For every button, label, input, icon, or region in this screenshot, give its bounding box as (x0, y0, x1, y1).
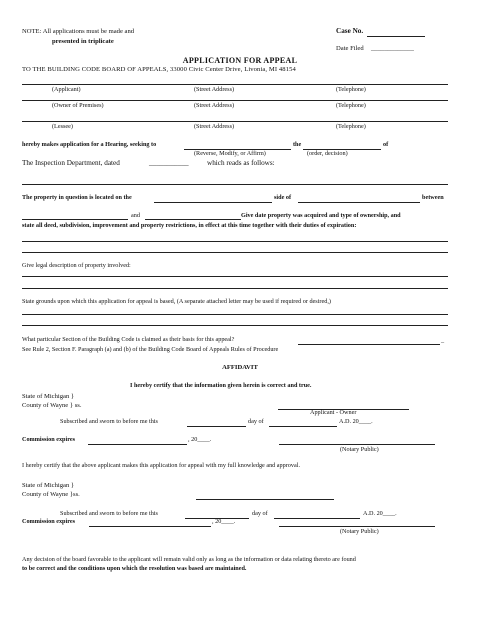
reads-line-1[interactable] (22, 184, 448, 185)
applicant-label: (Applicant) (52, 86, 81, 93)
second-notary-label: (Notary Public) (340, 528, 379, 535)
second-comm-year: , 20____. (212, 518, 236, 525)
reverse-modify-hint: (Reverse, Modify, or Affirm) (194, 150, 266, 157)
form-title: APPLICATION FOR APPEAL (182, 56, 298, 65)
side-of-text: side of (274, 194, 292, 201)
owner-certify-text: I hereby certify that the above applicant makes this application for appeal with my full knowledge and approval. (22, 462, 300, 469)
second-state: State of Michigan } (22, 482, 75, 489)
lessee-label: (Lessee) (52, 123, 73, 130)
date-filed-label: Date Filed (336, 45, 364, 52)
affidavit-certify: I hereby certify that the information given herein is correct and true. (130, 382, 312, 389)
state-all-text: state all deed, subdivision, improvement and property restrictions, in effect at this time together with their duties of expiration: (22, 222, 357, 229)
affidavit-day-of: day of (248, 418, 264, 425)
footer-line-1: Any decision of the board favorable to the applicant will remain valid only as long as the information or data relating thereto are found (22, 556, 356, 563)
reads-as-follows: which reads as follows: (207, 159, 275, 167)
note-line-2: presented in triplicate (52, 38, 114, 45)
inspection-dept-text: The Inspection Department, dated (22, 159, 120, 167)
applicant-street-label: (Street Address) (194, 86, 235, 93)
between-text: between (422, 194, 444, 201)
give-date-text: Give date property was acquired and type of ownership, and (241, 212, 401, 219)
section-end-mark: _ (441, 337, 445, 344)
affidavit-commission: Commission expires (22, 436, 75, 443)
between-field-1[interactable] (22, 219, 128, 220)
owner-label: (Owner of Premises) (52, 102, 104, 109)
applicant-line[interactable] (22, 84, 448, 85)
owner-telephone-label: (Telephone) (336, 102, 366, 109)
second-commission-field[interactable] (89, 526, 211, 527)
affidavit-notary-label: (Notary Public) (340, 446, 379, 453)
second-sworn: Subscribed and sworn to before me this (60, 510, 158, 517)
property-located-text: The property in question is located on the (22, 194, 132, 201)
affidavit-commission-field[interactable] (88, 444, 187, 445)
hearing-the: the (293, 141, 302, 148)
owner-line[interactable] (22, 100, 448, 101)
second-county: County of Wayne }ss. (22, 491, 80, 498)
affidavit-state: State of Michigan } (22, 393, 75, 400)
hearing-of: of (383, 141, 389, 148)
legal-desc-text: Give legal description of property involved: (22, 262, 131, 269)
affidavit-sworn: Subscribed and sworn to before me this (60, 418, 158, 425)
between-field-2[interactable] (145, 219, 241, 220)
owner-signature-line[interactable] (196, 499, 334, 500)
lessee-telephone-label: (Telephone) (336, 123, 366, 130)
grounds-line-1[interactable] (22, 314, 448, 315)
affidavit-county: County of Wayne } ss. (22, 402, 82, 409)
grounds-text: State grounds upon which this application for appeal is based, (A separate attached letter may be used if required or desired,) (22, 298, 331, 305)
note-line-1: NOTE: All applications must be made and (22, 28, 135, 35)
legal-desc-line-1[interactable] (22, 276, 448, 277)
second-commission: Commission expires (22, 518, 75, 525)
restrictions-line-2[interactable] (22, 252, 448, 253)
see-rule-text: See Rule 2, Section F. Paragraph (a) and (b) of the Building Code Board of Appeals Rules of Procedure (22, 346, 279, 353)
second-ad: A.D. 20____. (363, 510, 397, 517)
lessee-street-label: (Street Address) (194, 123, 235, 130)
affidavit-day-field[interactable] (187, 426, 246, 427)
hearing-text: hereby makes application for a Hearing, seeking to (22, 141, 157, 148)
affidavit-month-field[interactable] (269, 426, 337, 427)
affidavit-heading: AFFIDAVIT (222, 364, 258, 371)
form-subtitle: TO THE BUILDING CODE BOARD OF APPEALS, 33000 Civic Center Drive, Livonia, MI 48154 (22, 66, 296, 73)
case-no-label: Case No. (336, 27, 364, 35)
property-side-field[interactable] (154, 202, 272, 203)
affidavit-comm-year: , 20____. (188, 436, 212, 443)
section-field[interactable] (298, 344, 440, 345)
grounds-line-2[interactable] (22, 325, 448, 326)
case-no-field[interactable] (367, 36, 425, 37)
property-street-field[interactable] (298, 202, 420, 203)
affidavit-notary-signature-line[interactable] (279, 444, 435, 445)
date-filed-field[interactable]: _____________ (371, 45, 414, 52)
section-question-text: What particular Section of the Building Code is claimed as their basis for this appeal? (22, 336, 235, 343)
legal-desc-line-2[interactable] (22, 288, 448, 289)
and-text: and (131, 212, 140, 219)
second-day-of: day of (252, 510, 268, 517)
footer-line-2: to be correct and the conditions upon which the resolution was based are maintained. (22, 565, 247, 572)
order-decision-hint: (order, decision) (307, 150, 348, 157)
affidavit-ad: A.D. 20____. (339, 418, 373, 425)
second-notary-signature-line[interactable] (279, 526, 435, 527)
applicant-telephone-label: (Telephone) (336, 86, 366, 93)
lessee-line[interactable] (22, 121, 448, 122)
restrictions-line-1[interactable] (22, 241, 448, 242)
applicant-owner-label: Applicant - Owner (310, 409, 357, 416)
owner-street-label: (Street Address) (194, 102, 235, 109)
inspection-date-field[interactable]: ___________ (149, 159, 189, 167)
second-month-field[interactable] (274, 518, 360, 519)
